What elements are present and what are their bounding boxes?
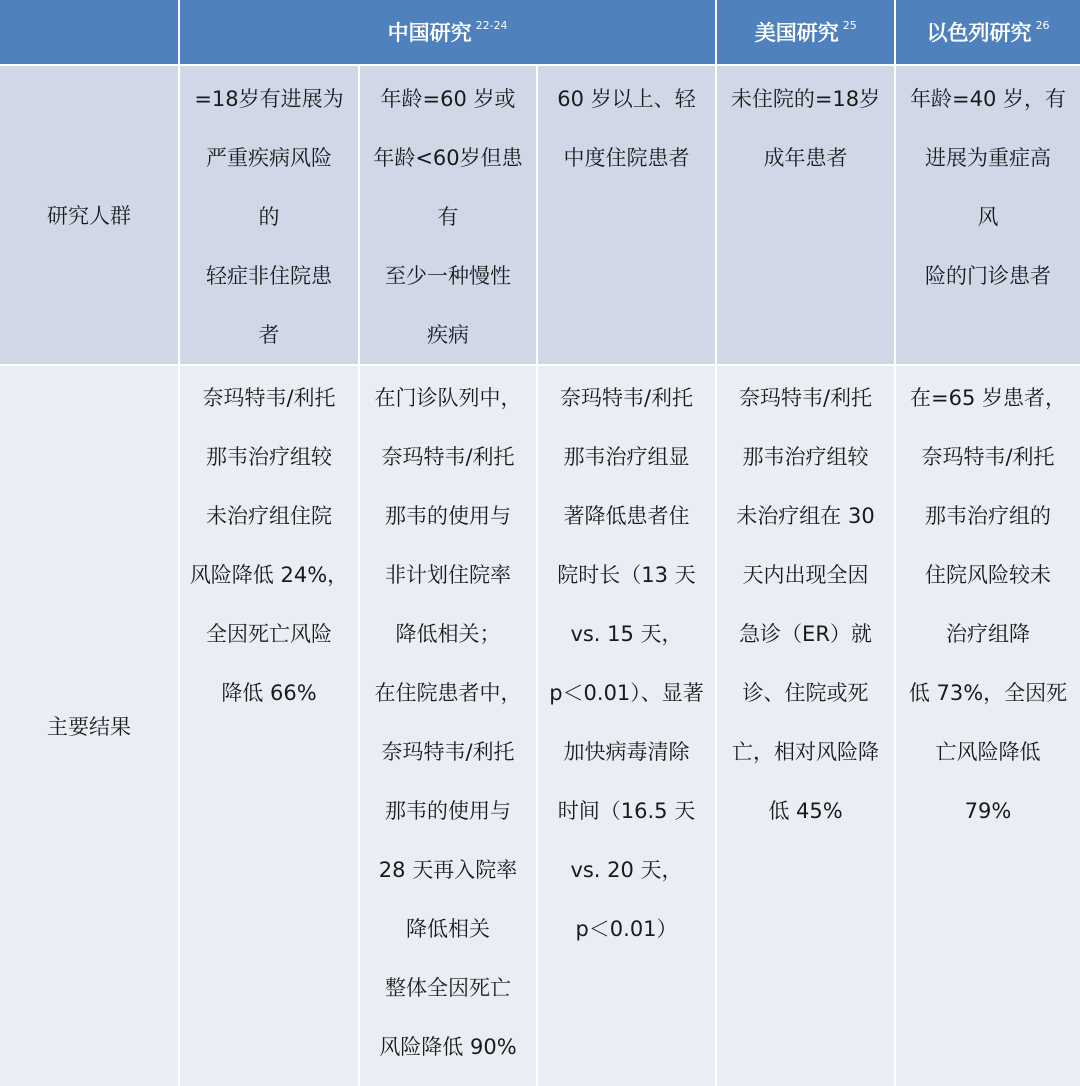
population-cell-china-2: 年龄=60 岁或 年龄<60岁但患 有 至少一种慢性 疾病 [360, 66, 538, 364]
header-empty-cell [0, 0, 180, 64]
results-cell-china-3: 奈玛特韦/利托 那韦治疗组显 著降低患者住 院时长（13 天 vs. 15 天， p＜0.01）、显著 加快病毒清除 时间（16.5 天 vs. 20 天， p＜0.01） [538, 366, 717, 1086]
population-cell-usa: 未住院的=18岁 成年患者 [717, 66, 896, 364]
header-usa-study [717, 0, 896, 64]
table-row-population [0, 66, 1080, 364]
table-row-results [0, 366, 1080, 1086]
results-cell-china-1: 奈玛特韦/利托 那韦治疗组较 未治疗组住院 风险降低 24%， 全因死亡风险 降低 66% [180, 366, 360, 1086]
china-study-title: 中国研究 [387, 21, 472, 45]
israel-study-ref: 26 [1035, 18, 1050, 32]
israel-study-title: 以色列研究 [926, 21, 1032, 45]
results-cell-china-2: 在门诊队列中， 奈玛特韦/利托 那韦的使用与 非计划住院率 降低相关； 在住院患者中， 奈玛特韦/利托 那韦的使用与 28 天再入院率 降低相关 整体全因死亡 风险降低 90% [360, 366, 538, 1086]
results-cell-usa: 奈玛特韦/利托 那韦治疗组较 未治疗组在 30 天内出现全因 急诊（ER）就 诊、住院或死 亡，相对风险降 低 45% [717, 366, 896, 1086]
usa-study-title: 美国研究 [754, 21, 839, 45]
results-cell-israel: 在=65 岁患者， 奈玛特韦/利托 那韦治疗组的 住院风险较未 治疗组降 低 73%，全因死 亡风险降低 79% [908, 386, 1068, 823]
table-header-row [0, 0, 1080, 64]
header-israel-study [896, 0, 1080, 64]
china-study-ref: 22-24 [475, 18, 508, 32]
header-china-study [180, 0, 718, 64]
population-cell-israel: 年龄=40 岁，有 进展为重症高 风 险的门诊患者 [910, 87, 1066, 288]
population-cell-china-3: 60 岁以上、轻 中度住院患者 [538, 66, 717, 364]
usa-study-ref: 25 [842, 18, 857, 32]
population-cell-china-1: =18岁有进展为 严重疾病风险 的 轻症非住院患 者 [180, 66, 360, 364]
row-label-population: 研究人群 [0, 66, 180, 364]
row-label-results: 主要结果 [0, 366, 180, 1086]
